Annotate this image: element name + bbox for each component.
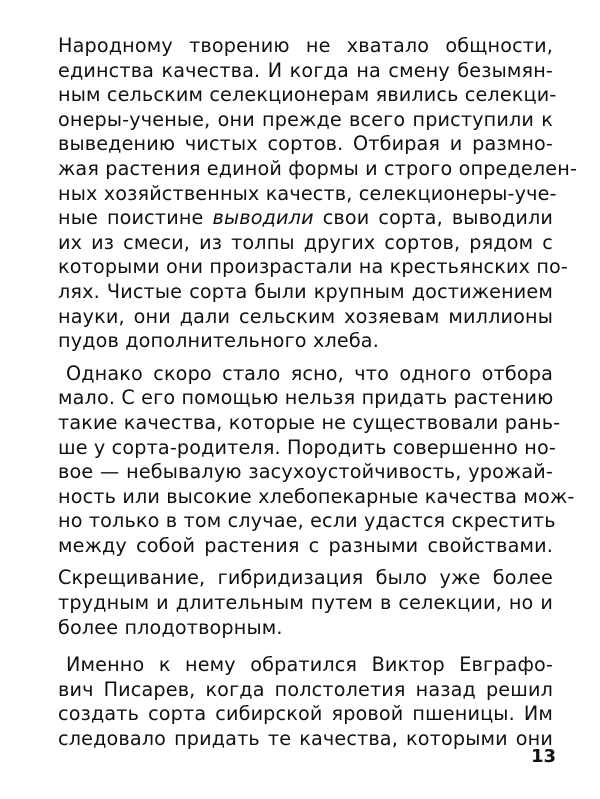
- paragraph-3: [58, 566, 553, 640]
- text-line: трудным и длительным путем в селекции, но и: [58, 591, 553, 615]
- text-line: мало. С его помощью нельзя придать растению: [58, 386, 554, 410]
- text-line: Скрещивание, гибридизация было уже более: [58, 566, 553, 590]
- text-line: более плодотворным.: [58, 615, 283, 639]
- text-line: их из смеси, из толпы других сортов, рядом с: [58, 230, 553, 254]
- page-number: 13: [530, 746, 556, 767]
- paragraph-1: [58, 34, 578, 354]
- paragraph-2: [58, 361, 575, 559]
- text-line: онеры-ученые, они прежде всего приступили к: [58, 107, 553, 131]
- text-line: единства качества. И когда на смену безымян-: [58, 58, 553, 82]
- text-line: пудов дополнительного хлеба.: [58, 329, 379, 353]
- text-line: которыми они произрастали на крестьянских по-: [58, 255, 568, 279]
- text-line: создать сорта сибирской яровой пшеницы. Им: [58, 702, 553, 726]
- text-line: выведению чистых сортов. Отбирая и размно-: [58, 132, 553, 156]
- text-line: жая растения единой формы и строго определен-: [58, 156, 578, 180]
- text-line: Однако скоро стало ясно, что одного отбора: [66, 361, 553, 385]
- text-line: Народному творению не хватало общности,: [58, 34, 553, 57]
- text-line: такие качества, которые не существовали рань-: [58, 410, 561, 434]
- page-text: [58, 34, 578, 752]
- text-line: ным сельским селекционерам явились селекци-: [58, 83, 557, 107]
- text-line: следовало придать те качества, которыми они: [58, 727, 553, 751]
- text-fragment: ные поистине: [58, 206, 204, 230]
- text-line: Именно к нему обратился Виктор Евграфо-: [66, 653, 553, 677]
- text-line: лях. Чистые сорта были крупным достижением: [58, 279, 553, 303]
- paragraph-4: [58, 653, 553, 751]
- text-line: вич Писарев, когда полстолетия назад решил: [58, 677, 553, 701]
- text-line: ность или высокие хлебопекарные качества мож-: [58, 484, 575, 508]
- emphasized-word: выводили: [212, 206, 314, 230]
- text-fragment: свои сорта, выводили: [322, 206, 554, 230]
- text-line-with-emphasis: [58, 206, 553, 231]
- text-line: науки, они дали сельским хозяевам миллионы: [58, 304, 553, 328]
- text-line: ше у сорта-родителя. Породить совершенно но-: [58, 435, 556, 459]
- text-line: но только в том случае, если удастся скрестить: [58, 509, 556, 533]
- text-line: между собой растения с разными свойствами.: [58, 533, 553, 557]
- text-line: вое — небывалую засухоустойчивость, урожай-: [58, 460, 553, 484]
- text-line: ных хозяйственных качеств, селекционеры-уче-: [58, 181, 557, 205]
